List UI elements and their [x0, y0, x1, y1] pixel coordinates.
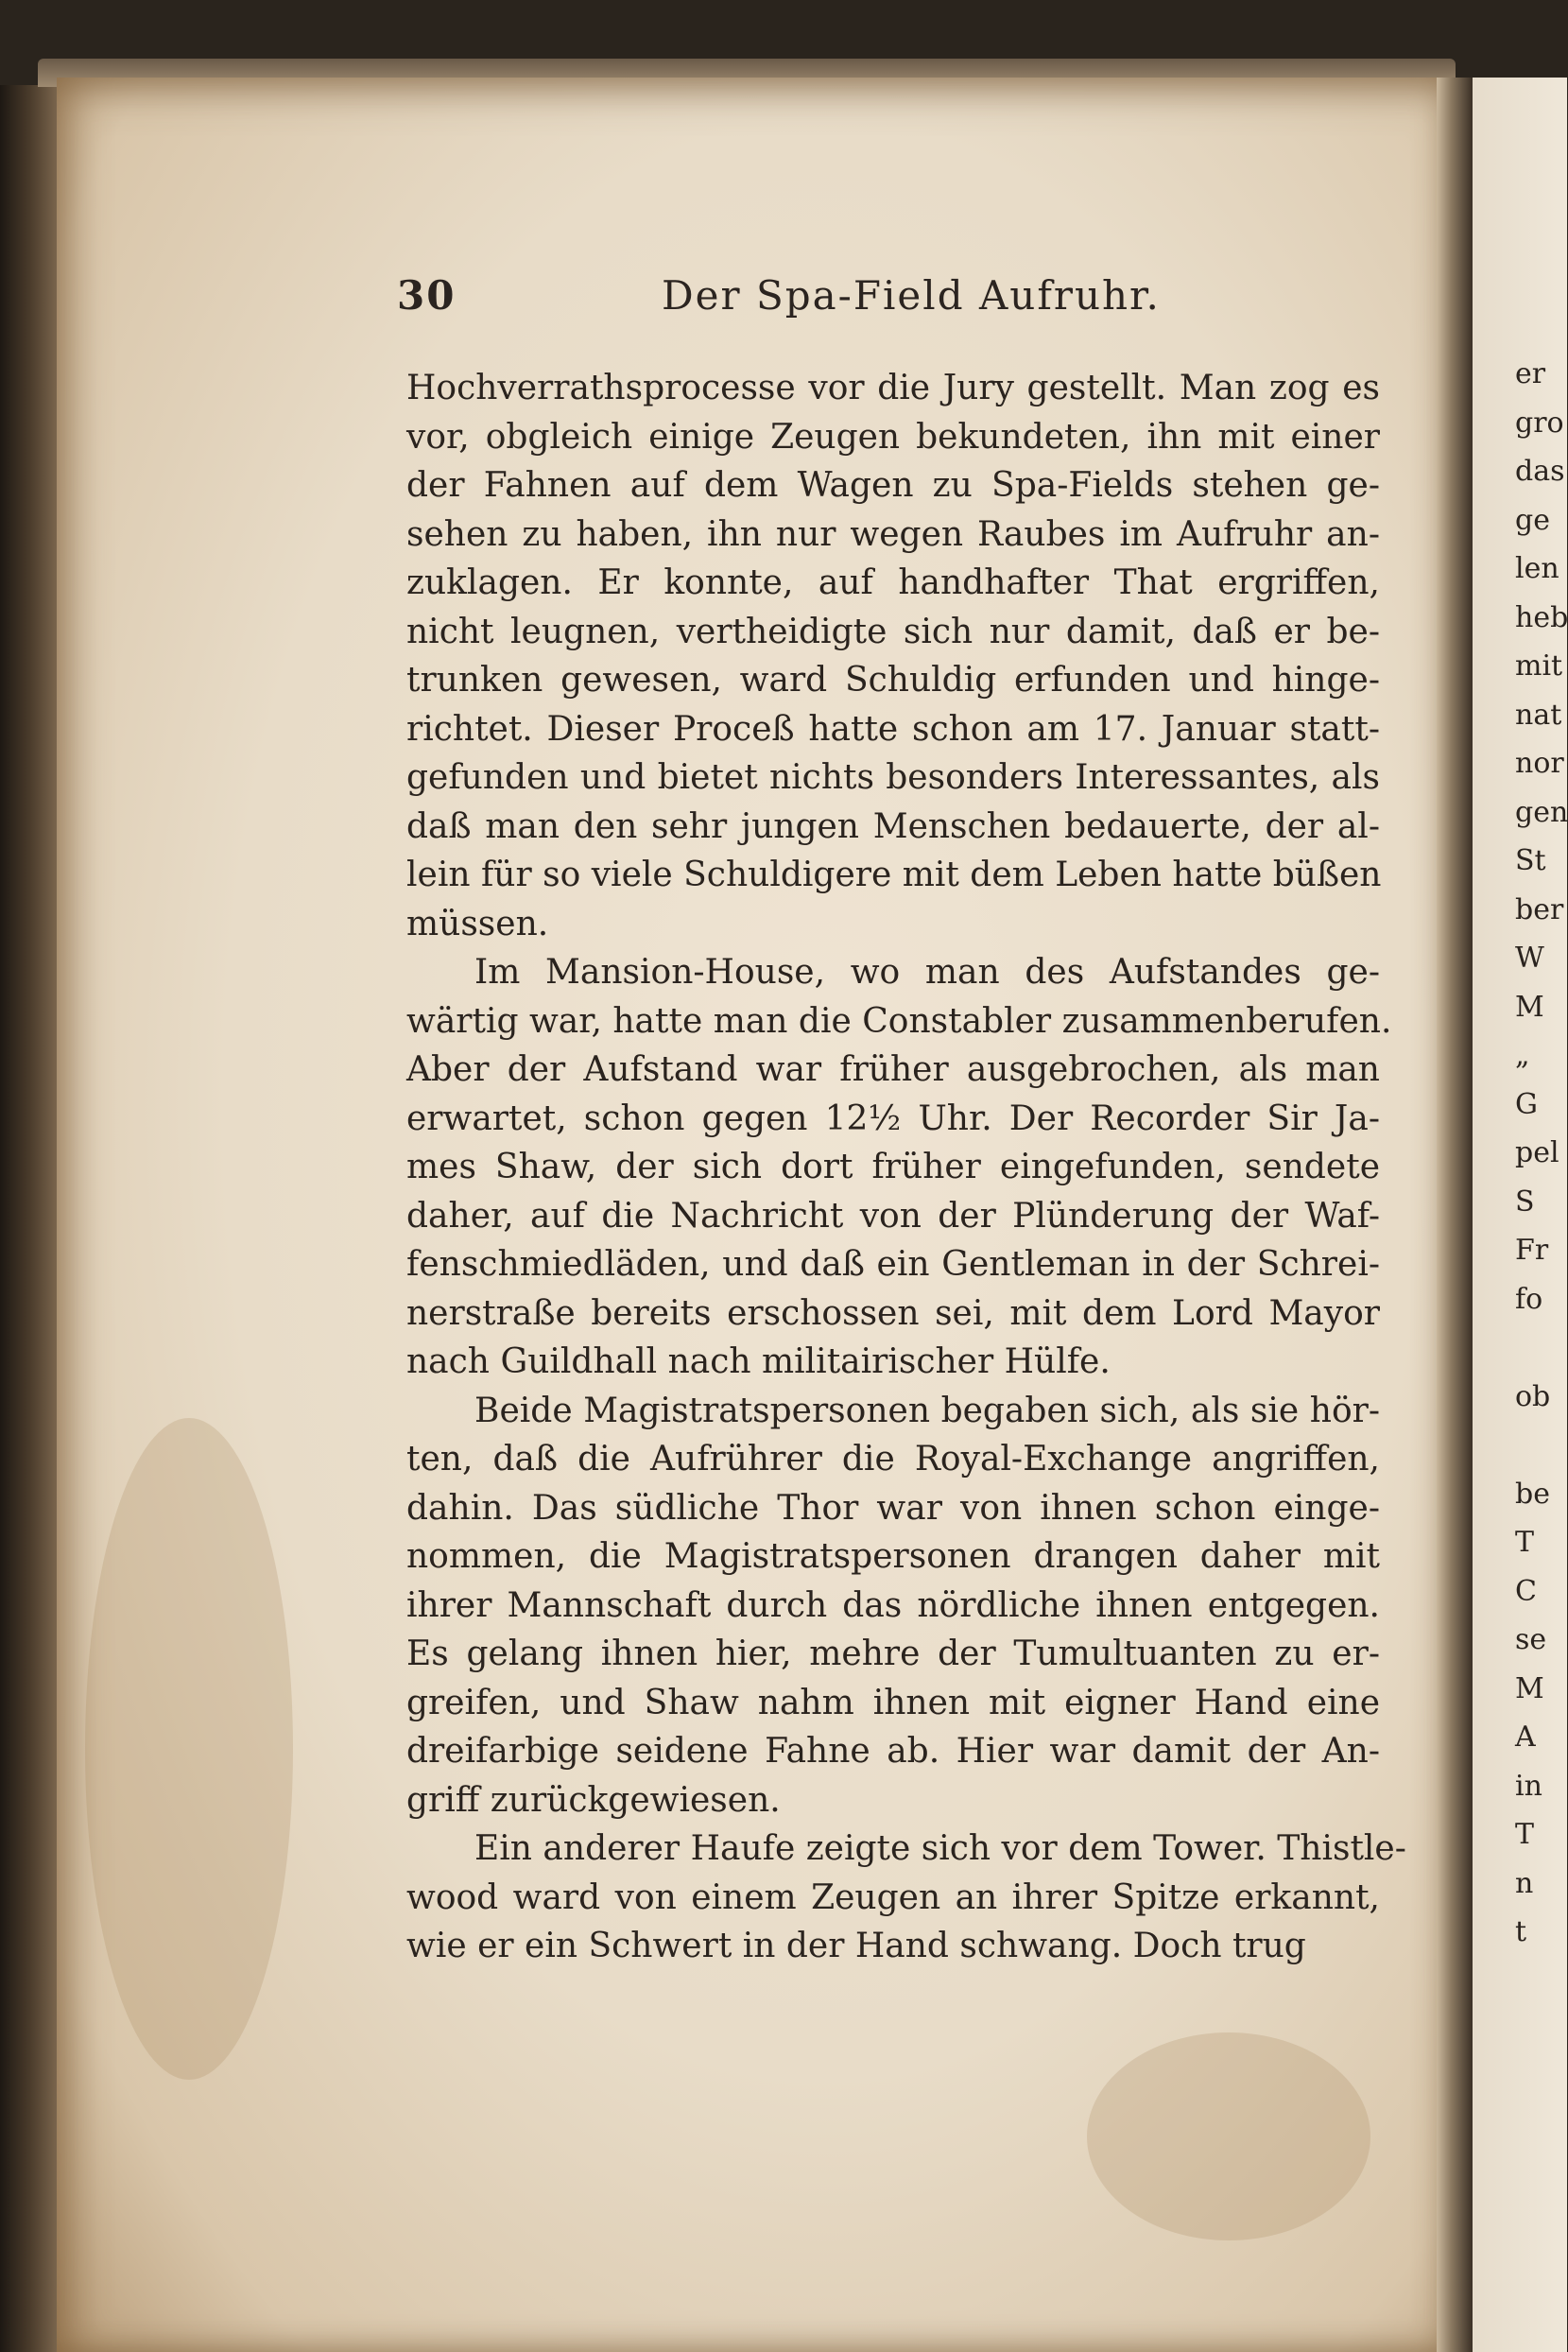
text-line: zuklagen. Er konnte, auf handhafter That ergriffen, [406, 563, 1380, 602]
facing-page-fragment: T [1515, 1818, 1535, 1851]
text-line: wie er ein Schwert in der Hand schwang. Doch trug [406, 1927, 1306, 1965]
facing-page-fragment: len [1515, 552, 1559, 585]
text-line: richtet. Dieser Proceß hatte schon am 17. Januar statt- [406, 709, 1380, 749]
text-line: fenschmiedläden, und daß ein Gentleman in der Schrei- [406, 1245, 1380, 1284]
paper-stain [1087, 2032, 1370, 2240]
text-line: wärtig war, hatte man die Constabler zusammenberufen. [406, 1001, 1392, 1041]
text-line: gefunden und bietet nichts besonders Interessantes, als [406, 758, 1380, 797]
facing-page-fragment: t [1515, 1915, 1527, 1948]
text-line: Aber der Aufstand war früher ausgebrochen, als man [406, 1050, 1380, 1089]
text-line: ihrer Mannschaft durch das nördliche ihnen entgegen. [406, 1585, 1380, 1625]
text-line: trunken gewesen, ward Schuldig erfunden und hinge- [406, 661, 1380, 700]
text-line: der Fahnen auf dem Wagen zu Spa-Fields stehen ge- [406, 466, 1380, 505]
facing-page-fragment: nor [1515, 747, 1564, 780]
facing-page-fragment: T [1515, 1526, 1535, 1559]
facing-page-fragment: ge [1515, 503, 1550, 537]
book-gutter [1437, 78, 1473, 2352]
text-line: Hochverrathsprocesse vor die Jury gestellt. Man zog es [406, 369, 1380, 407]
text-line: vor, obgleich einige Zeugen bekundeten, ihn mit einer [406, 417, 1380, 457]
text-line: daß man den sehr jungen Menschen bedauerte, der al- [406, 806, 1380, 846]
running-title: Der Spa-Field Aufruhr. [662, 272, 1161, 319]
text-line: nerstraße bereits erschossen sei, mit dem Lord Mayor [406, 1293, 1380, 1333]
text-line: wood ward von einem Zeugen an ihrer Spitze erkannt, [406, 1877, 1380, 1917]
facing-page-fragment: mit [1515, 649, 1563, 683]
text-line: Ein anderer Haufe zeigte sich vor dem Tower. Thistle- [474, 1829, 1406, 1868]
text-line: Im Mansion-House, wo man des Aufstandes ge- [474, 953, 1380, 992]
text-line: greifen, und Shaw nahm ihnen mit eigner Hand eine [406, 1683, 1380, 1722]
facing-page-fragment: A [1515, 1721, 1536, 1754]
text-line: daher, auf die Nachricht von der Plünderung der Waf- [406, 1196, 1380, 1236]
paragraph [406, 364, 1380, 948]
facing-page-fragment [1515, 1421, 1553, 1470]
facing-page-fragment: in [1515, 1769, 1542, 1803]
facing-page-fragment: M [1515, 1671, 1544, 1705]
facing-page-fragment: W [1515, 942, 1544, 975]
facing-page-fragment: gro [1515, 406, 1564, 440]
facing-page-fragment: St [1515, 844, 1546, 877]
facing-page-fragment: „ [1515, 1039, 1530, 1072]
text-line: nach Guildhall nach militairischer Hülfe. [406, 1342, 1111, 1381]
facing-page-fragment: Fr [1515, 1234, 1549, 1267]
running-head [397, 272, 1380, 329]
facing-page-fragment: C [1515, 1574, 1537, 1608]
text-line: griff zurückgewiesen. [406, 1780, 781, 1820]
text-line: Es gelang ihnen hier, mehre der Tumultuanten zu er- [406, 1634, 1380, 1673]
facing-page-fragment: G [1515, 1087, 1538, 1121]
text-line: mes Shaw, der sich dort früher eingefunden, sendete [406, 1148, 1380, 1186]
facing-page-fragment: n [1515, 1866, 1534, 1900]
text-line: nicht leugnen, vertheidigte sich nur damit, daß er be- [406, 612, 1380, 651]
text-line: lein für so viele Schuldigere mit dem Leben hatte büßen [406, 856, 1382, 894]
facing-page-fragment: gen [1515, 795, 1568, 829]
facing-page-fragment: er [1515, 357, 1546, 390]
text-line: erwartet, schon gegen 12½ Uhr. Der Recorder Sir Ja- [406, 1098, 1380, 1138]
facing-page-fragment: das [1515, 455, 1565, 488]
text-line: Beide Magistratspersonen begaben sich, als sie hör- [474, 1391, 1380, 1430]
text-line: müssen. [406, 904, 549, 943]
facing-page-fragment: S [1515, 1185, 1535, 1219]
facing-page-fragment: se [1515, 1623, 1547, 1656]
facing-page-fragment: be [1515, 1477, 1550, 1511]
paper-stain [85, 1418, 293, 2080]
page-number: 30 [397, 272, 457, 319]
facing-page-fragment: nat [1515, 698, 1562, 732]
page-body [406, 364, 1406, 1971]
text-line: sehen zu haben, ihn nur wegen Raubes im Aufruhr an- [406, 514, 1380, 554]
text-line: nommen, die Magistratspersonen drangen daher mit [406, 1537, 1380, 1576]
facing-page-fragment: ob [1515, 1379, 1551, 1413]
facing-page-fragment: heb [1515, 600, 1568, 634]
text-line: dahin. Das südliche Thor war von ihnen schon einge- [406, 1488, 1380, 1528]
text-line: ten, daß die Aufrührer die Royal-Exchange angriffen, [406, 1440, 1380, 1479]
paragraph [406, 1825, 1406, 1971]
paragraph [406, 948, 1392, 1387]
facing-page-fragment [1515, 1323, 1553, 1373]
facing-page-text [1515, 350, 1568, 1957]
facing-page-fragment: fo [1515, 1282, 1543, 1316]
text-line: dreifarbige seidene Fahne ab. Hier war damit der An- [406, 1732, 1380, 1771]
facing-page-fragment: M [1515, 990, 1544, 1024]
facing-page-fragment: pel [1515, 1136, 1559, 1169]
facing-page-fragment: ber [1515, 892, 1564, 926]
paragraph [406, 1387, 1380, 1825]
